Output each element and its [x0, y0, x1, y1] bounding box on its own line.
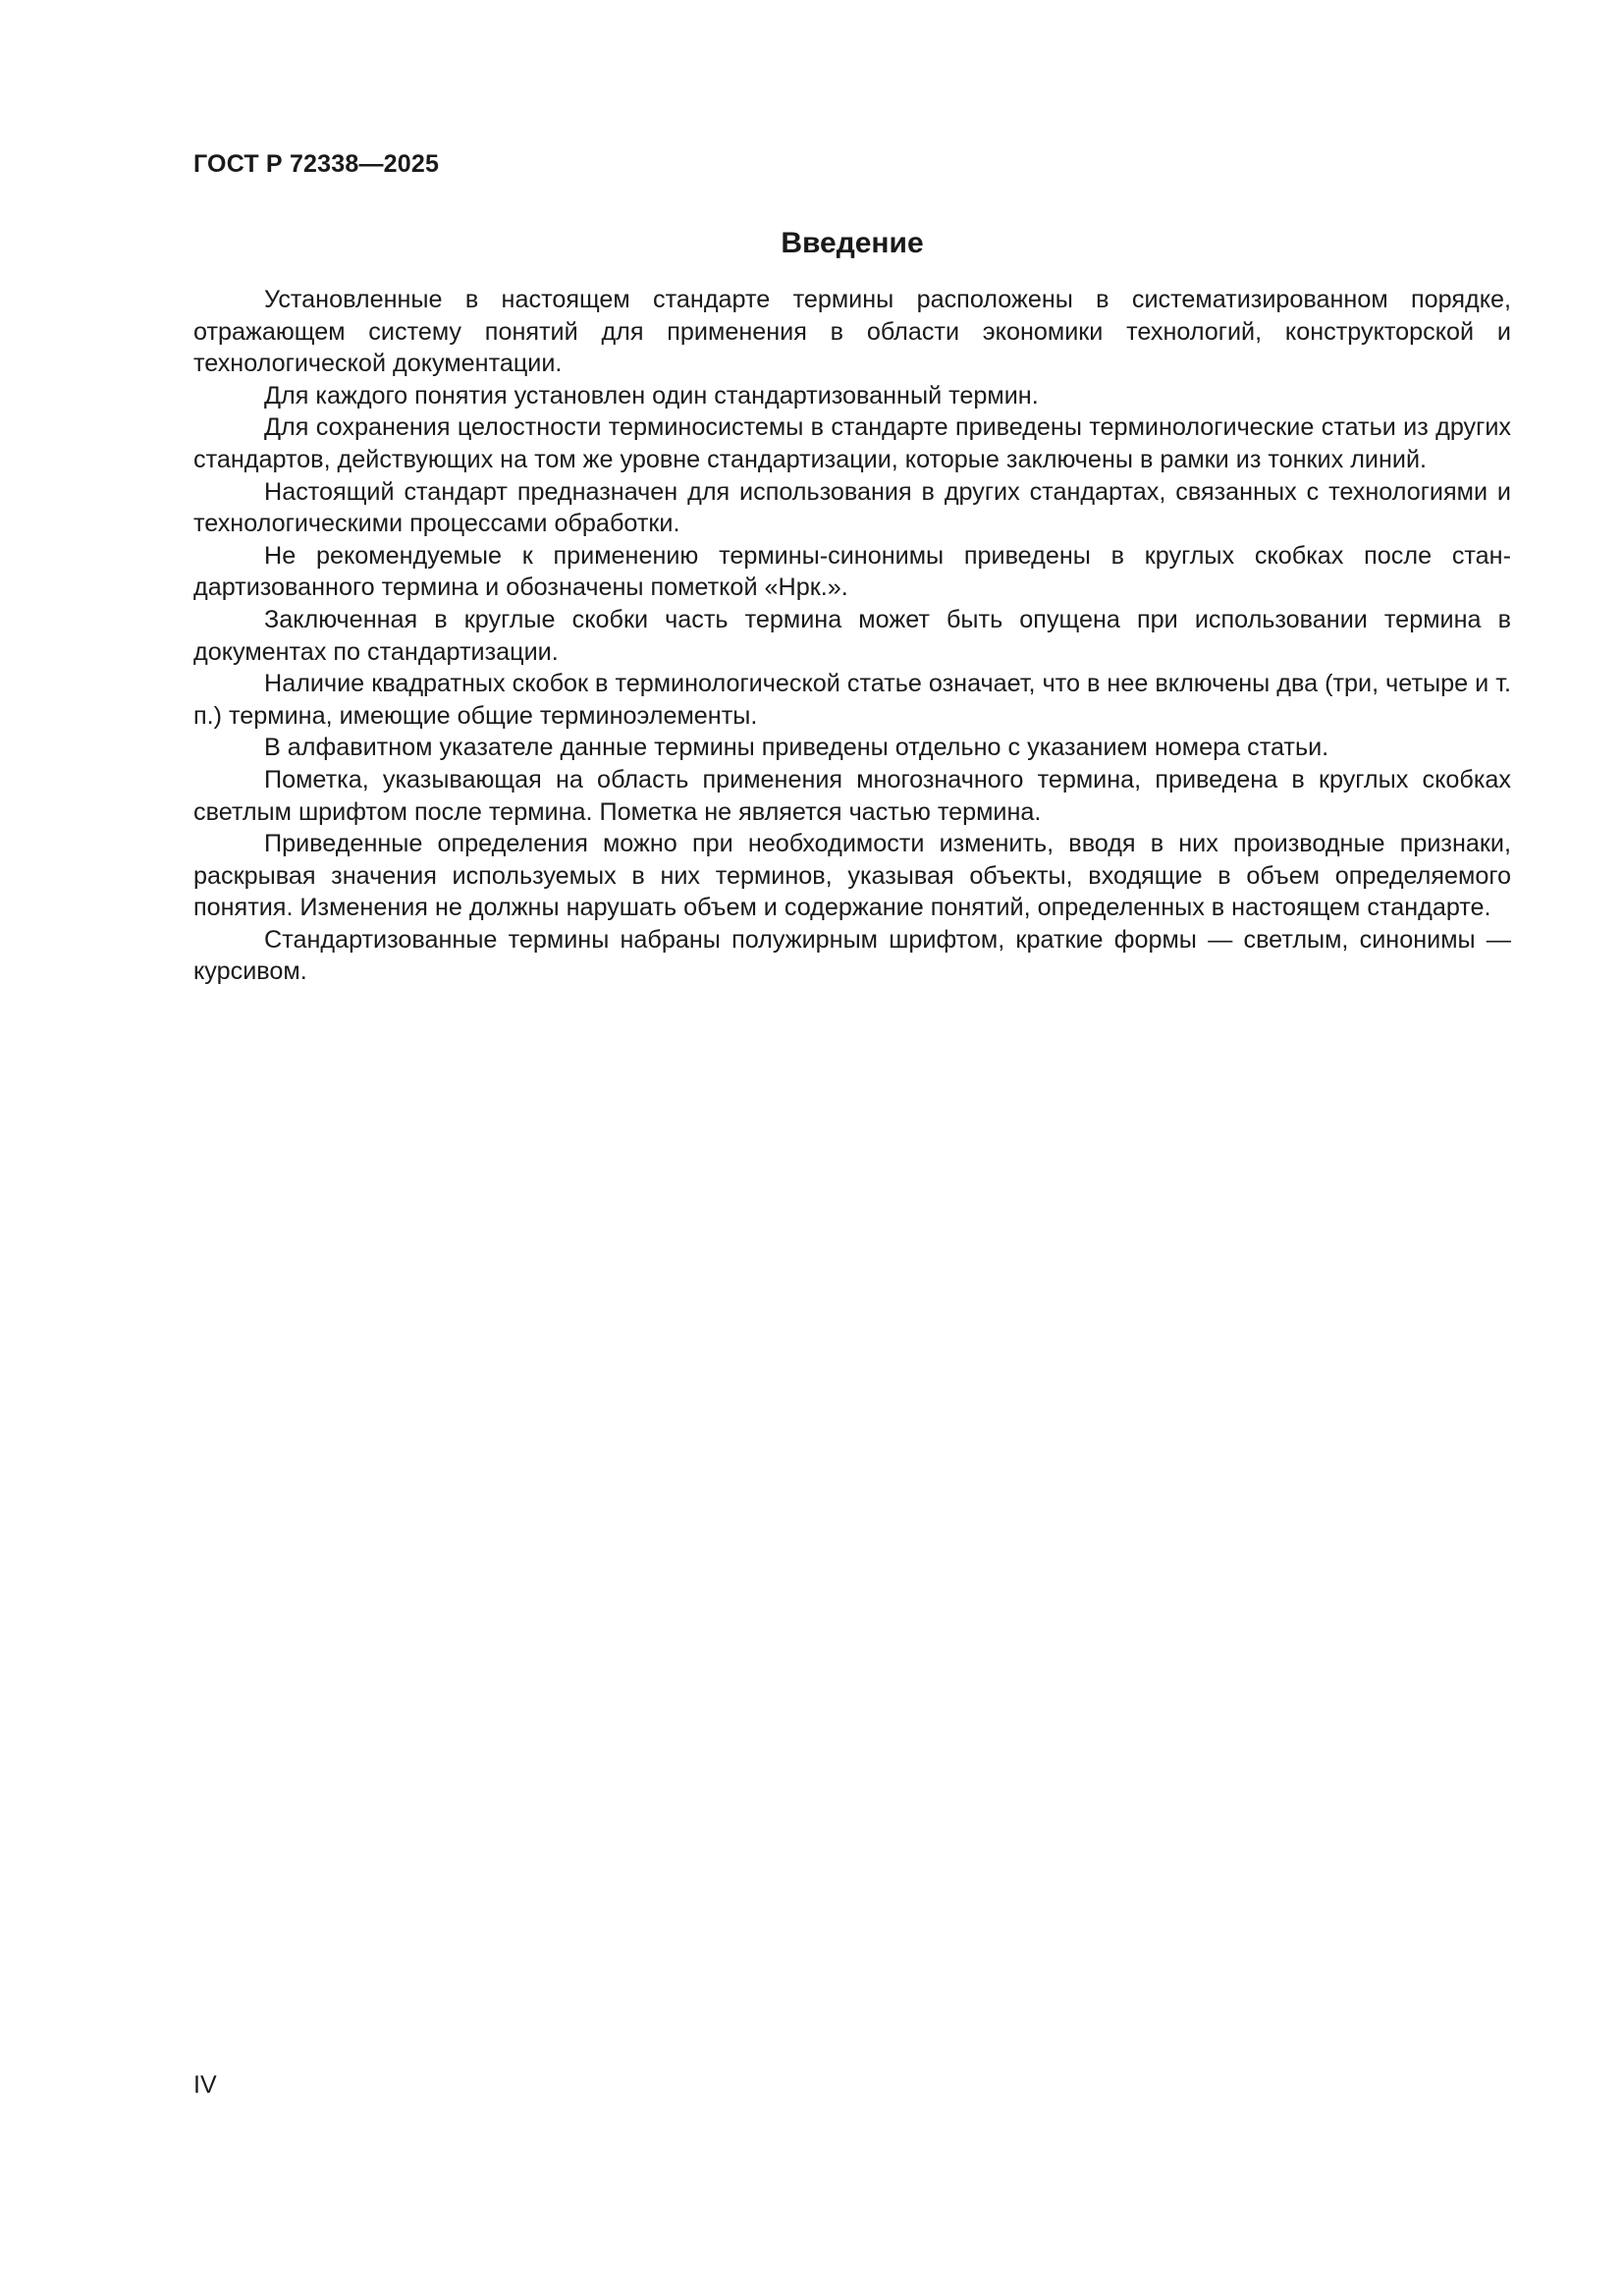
- paragraph: Не рекомендуемые к применению термины-синонимы приведены в круглых скобках после стандартизованного термина и обозначены пометкой «Нрк.».: [193, 541, 1511, 602]
- paragraph: Заключенная в круглые скобки часть термина может быть опущена при использовании термина в документах по стандартизации.: [193, 605, 1511, 666]
- paragraph: Пометка, указывающая на область применения многозначного термина, приведена в круглых скобках светлым шрифтом после термина. Пометка не является частью термина.: [193, 765, 1511, 826]
- introduction-body: [193, 284, 1511, 988]
- document-code: ГОСТ Р 72338—2025: [193, 150, 440, 178]
- section-title: Введение: [781, 227, 924, 259]
- paragraph: Для сохранения целостности терминосистемы в стандарте приведены терминологические статьи из других стандартов, действующих на том же уровне стандартизации, которые заключены в рамки из тонких линий.: [193, 413, 1511, 473]
- paragraph: Установленные в настоящем стандарте термины расположены в систематизированном порядке, отражающем систему понятий для применения в области экономики технологий, конструкторской и технологической документации.: [193, 286, 1511, 378]
- paragraph: Настоящий стандарт предназначен для использования в других стандартах, связанных с технологиями и технологическими процессами обработки.: [193, 477, 1511, 538]
- paragraph: Для каждого понятия установлен один стандартизованный термин.: [264, 381, 1039, 410]
- paragraph: Стандартизованные термины набраны полужирным шрифтом, краткие формы — светлым, синонимы — курсивом.: [193, 925, 1511, 986]
- paragraph: В алфавитном указателе данные термины приведены отдельно с указанием номера статьи.: [264, 734, 1329, 762]
- page-number: IV: [193, 2071, 217, 2099]
- paragraph: Наличие квадратных скобок в терминологической статье означает, что в нее включены два (три, четыре и т. п.) термина, имеющие общие терминоэлементы.: [193, 670, 1511, 730]
- paragraph: Приведенные определения можно при необходимости изменить, вводя в них производные признаки, раскрывая значения используемых в них терминов, указывая объекты, входящие в объем определяемого понятия. Изменения не должны нарушать объем и содержание понятий, определенных в настоящем стандарте.: [193, 830, 1511, 922]
